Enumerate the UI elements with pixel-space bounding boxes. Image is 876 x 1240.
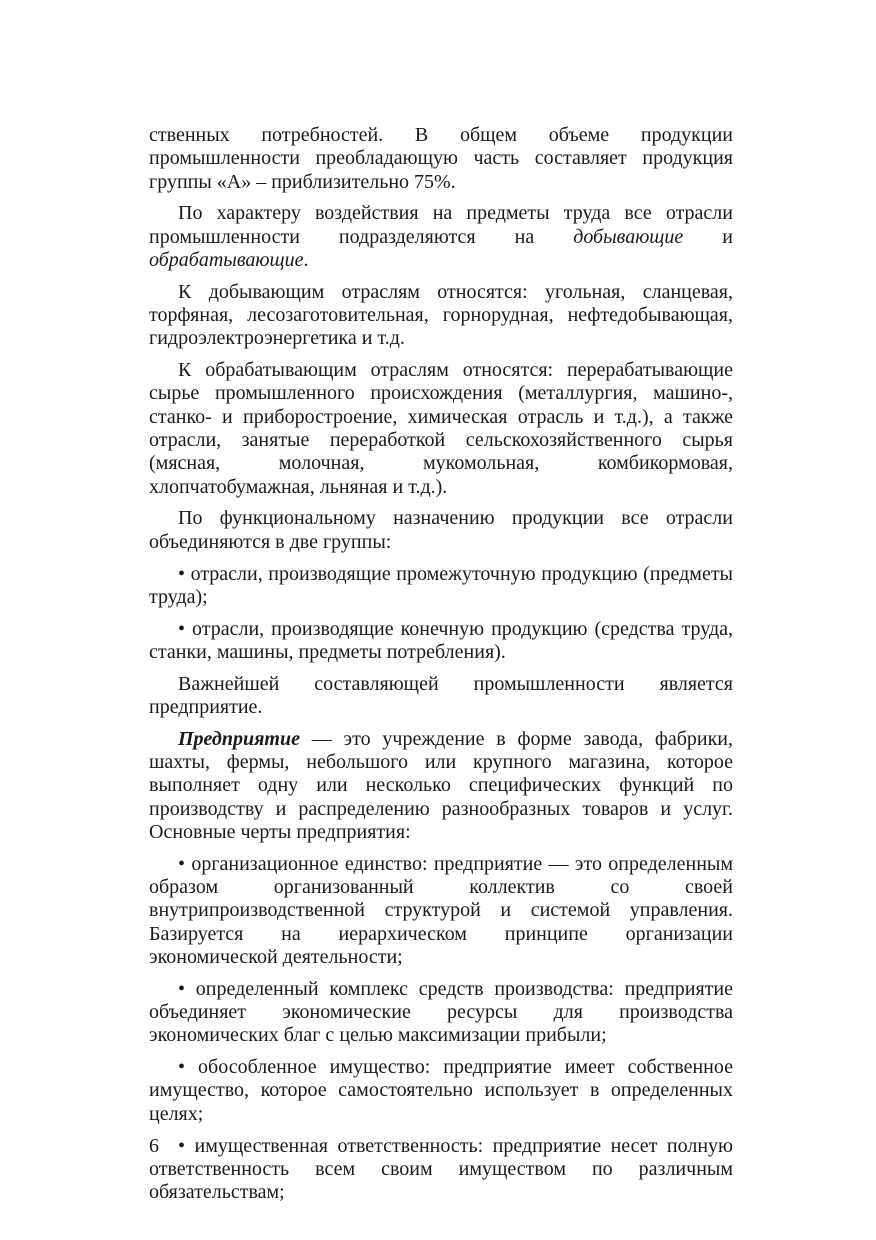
list-item-intermediate: • отрасли, производящие промежуточную продукцию (предметы труда); xyxy=(149,562,733,608)
paragraph-1: ственных потребностей. В общем объеме продукции промышленности преобладающую часть составляет продукция группы «А» – приблизительно 75%. xyxy=(149,124,733,193)
paragraph-4: К обрабатывающим отраслям относятся: перерабатывающие сырье промышленного происхождения (металлургия, машино-, станко- и приборостроение, химическая отрасль и т.д.), а также отрасли, занятые переработкой сельскохозяйственного сырья (мясная, молочная, мукомольная, комбикормовая, хлопчатобумажная, льняная и т.д.). xyxy=(149,359,733,498)
list-item-property-liability: • имущественная ответственность: предприятие несет полную ответственность всем своим имуществом по различным обязательствам; xyxy=(149,1134,733,1204)
list-item-final: • отрасли, производящие конечную продукцию (средства труда, станки, машины, предметы потребления). xyxy=(149,617,733,663)
page-number: 6 xyxy=(149,1135,159,1157)
list-item-means-of-production: • определенный комплекс средств производства: предприятие объединяет экономические ресурсы для производства экономических благ с целью максимизации прибыли; xyxy=(149,977,733,1047)
paragraph-2-text: По характеру воздействия на предметы труда все отрасли промышленности подразделяются на xyxy=(149,202,733,248)
list-item-organizational-unity: • организационное единство: предприятие — это определенным образом организованный коллектив со своей внутрипроизводственной структурой и системой управления. Базируется на иерархическом принципе организации экономической деятельности; xyxy=(149,852,733,968)
paragraph-definition xyxy=(149,728,733,844)
paragraph-8: Важнейшей составляющей промышленности является предприятие. xyxy=(149,672,733,719)
paragraph-3: К добывающим отраслям относятся: угольная, сланцевая, торфяная, лесозаготовительная, горнорудная, нефтедобывающая, гидроэлектроэнергетика и т.д. xyxy=(149,280,733,350)
paragraph-2-end: . xyxy=(303,248,309,271)
page-body xyxy=(149,124,733,1213)
term-processing: обрабатывающие xyxy=(149,248,304,271)
term-extracting: добывающие xyxy=(573,225,684,248)
paragraph-2 xyxy=(149,202,733,272)
paragraph-2-conjunction: и xyxy=(683,225,733,248)
list-item-separate-property: • обособленное имущество: предприятие имеет собственное имущество, которое самостоятельно использует в определенных целях; xyxy=(149,1056,733,1125)
term-enterprise: Предприятие xyxy=(178,727,300,750)
paragraph-5: По функциональному назначению продукции все отрасли объединяются в две группы: xyxy=(149,507,733,553)
definition-text: — это учреждение в форме завода, фабрики, шахты, фермы, небольшого или крупного магазина, которое выполняет одну или несколько специфических функций по производству и распределению разнообразных товаров и услуг. Основные черты предприятия: xyxy=(149,727,733,844)
